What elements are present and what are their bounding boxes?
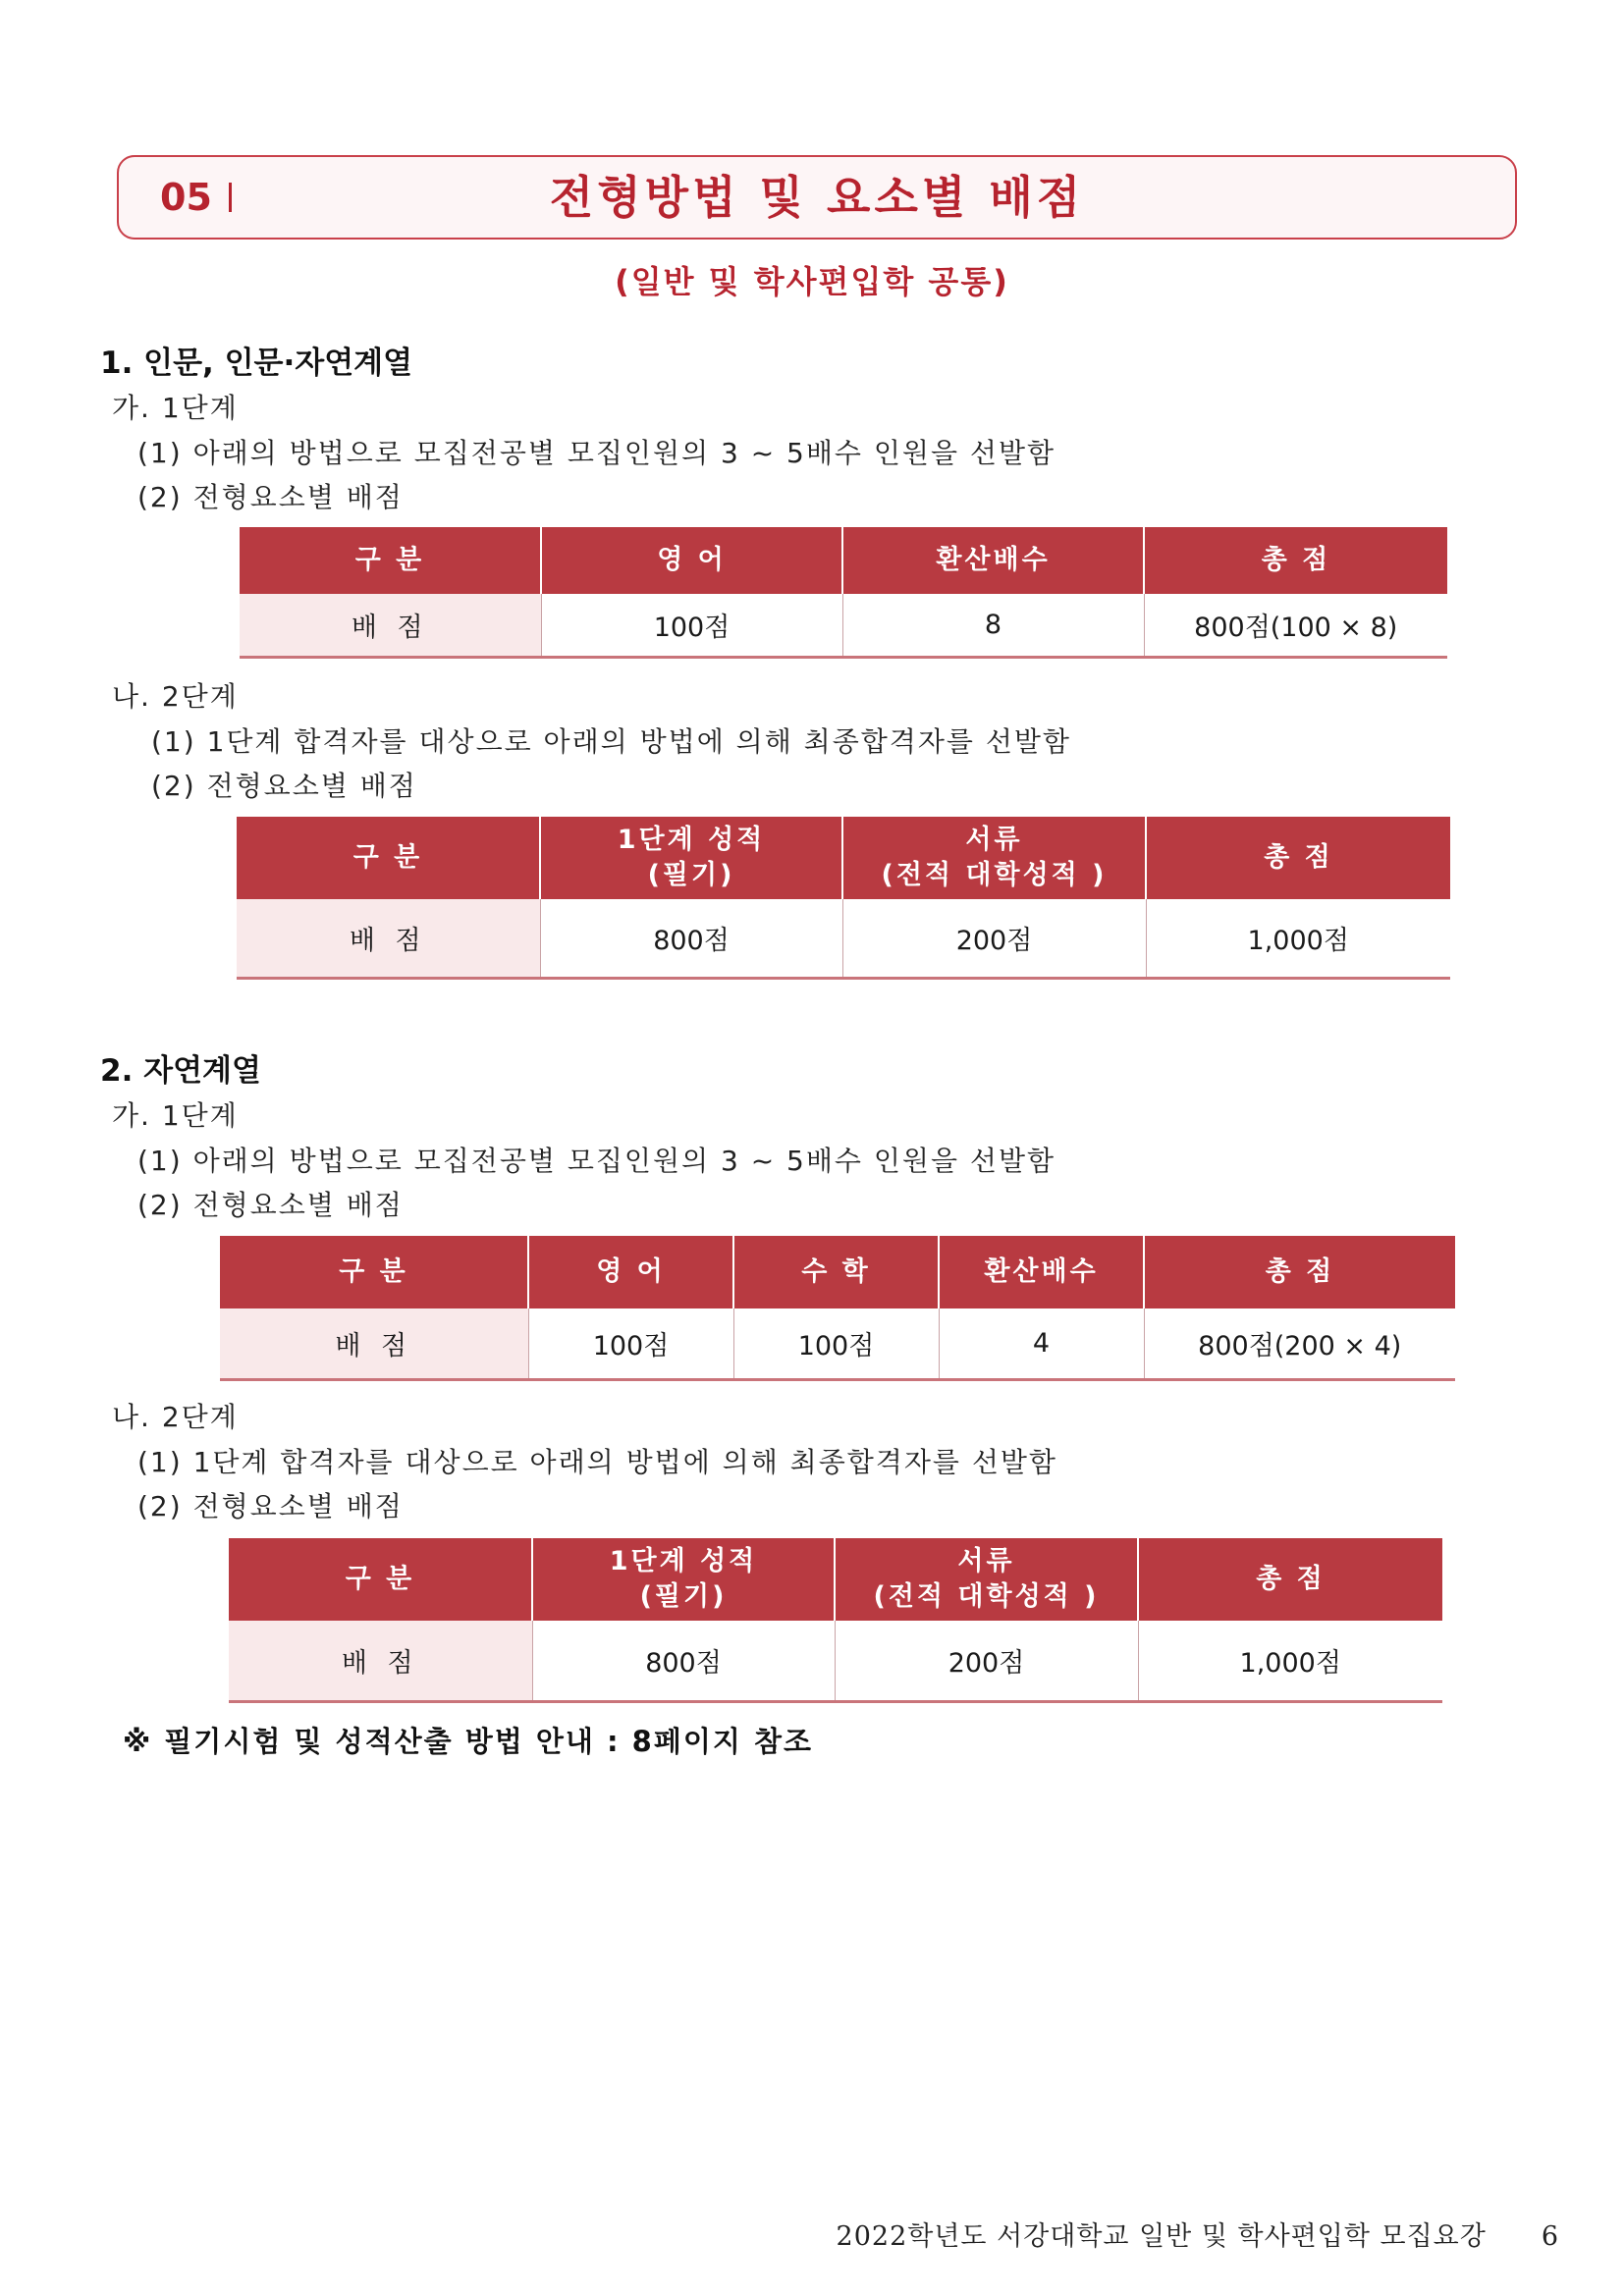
table-header: 구 분 xyxy=(220,1236,528,1308)
table-cell: 200점 xyxy=(835,1621,1138,1701)
table-cell: 8 xyxy=(842,594,1144,657)
table-cell: 1,000점 xyxy=(1138,1621,1442,1701)
header-line: (전적 대학성적 ) xyxy=(881,860,1108,890)
subtitle: (일반 및 학사편입학 공통) xyxy=(615,263,1009,300)
table-header xyxy=(835,1538,1138,1621)
section2-stage1-item2: (2) 전형요소별 배점 xyxy=(137,1189,404,1221)
section1-stage1-item2: (2) 전형요소별 배점 xyxy=(137,481,404,513)
page-number: 6 xyxy=(1541,2221,1559,2252)
header-line: 서류 xyxy=(965,825,1023,855)
section1-heading: 1. 인문, 인문·자연계열 xyxy=(100,346,413,381)
section-header xyxy=(117,155,1517,240)
table-header xyxy=(540,817,842,899)
section2-heading: 2. 자연계열 xyxy=(100,1053,261,1089)
table-cell: 800점(200 × 4) xyxy=(1144,1308,1455,1379)
section-divider xyxy=(229,183,232,212)
header-line: 서류 xyxy=(957,1546,1015,1576)
table-cell: 800점 xyxy=(532,1621,835,1701)
section2-stage1-item1: (1) 아래의 방법으로 모집전공별 모집인원의 3 ~ 5배수 인원을 선발함 xyxy=(137,1145,1056,1177)
header-line: (필기) xyxy=(647,860,735,890)
section1-stage2-label: 나. 2단계 xyxy=(112,680,239,713)
table-cell: 배 점 xyxy=(240,594,541,657)
section2-stage1-label: 가. 1단계 xyxy=(112,1099,239,1132)
table-cell: 200점 xyxy=(842,899,1146,978)
section2-stage1-table xyxy=(220,1236,1455,1381)
section2-stage2-label: 나. 2단계 xyxy=(112,1401,239,1433)
header-line: (필기) xyxy=(639,1581,728,1612)
page-footer xyxy=(837,2215,1559,2253)
table-header: 총 점 xyxy=(1138,1538,1442,1621)
table-cell: 1,000점 xyxy=(1146,899,1450,978)
table-cell: 4 xyxy=(939,1308,1144,1379)
section1-stage2-table xyxy=(237,817,1450,980)
section2-stage2-item2: (2) 전형요소별 배점 xyxy=(137,1490,404,1522)
header-line: 1단계 성적 xyxy=(609,1546,758,1576)
table-cell: 배 점 xyxy=(229,1621,532,1701)
header-line: (전적 대학성적 ) xyxy=(873,1581,1100,1612)
table-header: 총 점 xyxy=(1144,1236,1455,1308)
table-header: 총 점 xyxy=(1144,527,1447,594)
table-header: 수 학 xyxy=(733,1236,939,1308)
reference-note: ※ 필기시험 및 성적산출 방법 안내 : 8페이지 참조 xyxy=(123,1725,813,1758)
section1-stage1-label: 가. 1단계 xyxy=(112,392,239,424)
section-title: 전형방법 및 요소별 배점 xyxy=(549,171,1085,224)
table-header: 구 분 xyxy=(240,527,541,594)
section1-stage1-table xyxy=(240,527,1447,659)
table-header: 구 분 xyxy=(229,1538,532,1621)
table-header xyxy=(842,817,1146,899)
section1-stage2-item1: (1) 1단계 합격자를 대상으로 아래의 방법에 의해 최종합격자를 선발함 xyxy=(151,725,1071,758)
table-cell: 800점(100 × 8) xyxy=(1144,594,1447,657)
table-cell: 100점 xyxy=(733,1308,939,1379)
section1-stage1-item1: (1) 아래의 방법으로 모집전공별 모집인원의 3 ~ 5배수 인원을 선발함 xyxy=(137,437,1056,469)
table-header: 환산배수 xyxy=(939,1236,1144,1308)
table-cell: 800점 xyxy=(540,899,842,978)
table-cell: 배 점 xyxy=(220,1308,528,1379)
table-header: 총 점 xyxy=(1146,817,1450,899)
table-header: 영 어 xyxy=(541,527,842,594)
table-header: 환산배수 xyxy=(842,527,1144,594)
table-header: 영 어 xyxy=(528,1236,733,1308)
section2-stage2-table xyxy=(229,1538,1442,1703)
table-cell: 100점 xyxy=(541,594,842,657)
table-cell: 배 점 xyxy=(237,899,540,978)
section-number: 05 xyxy=(160,176,212,219)
table-header: 구 분 xyxy=(237,817,540,899)
section2-stage2-item1: (1) 1단계 합격자를 대상으로 아래의 방법에 의해 최종합격자를 선발함 xyxy=(137,1446,1057,1478)
table-header xyxy=(532,1538,835,1621)
footer-text: 2022학년도 서강대학교 일반 및 학사편입학 모집요강 xyxy=(836,2221,1487,2252)
section1-stage2-item2: (2) 전형요소별 배점 xyxy=(151,770,417,802)
table-cell: 100점 xyxy=(528,1308,733,1379)
header-line: 1단계 성적 xyxy=(617,825,766,855)
